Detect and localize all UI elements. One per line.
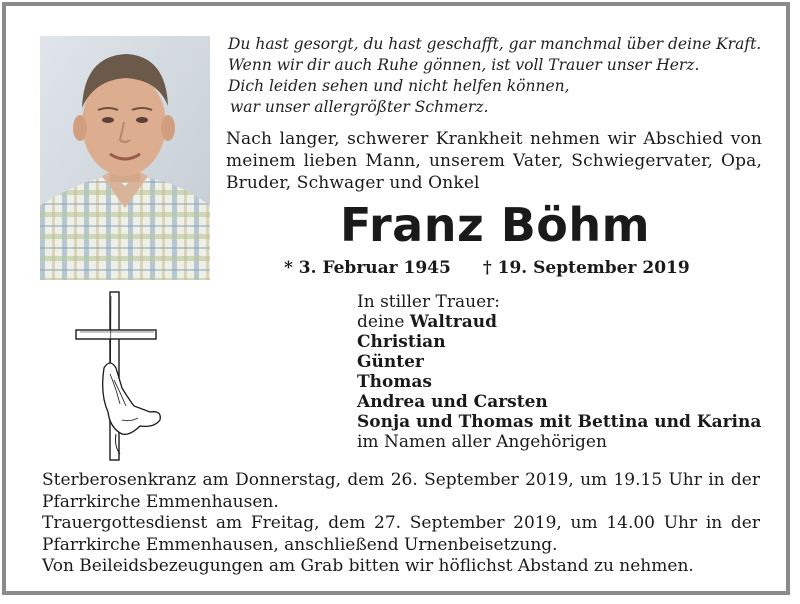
mourner-name: Sonja und Thomas mit Bettina und Karina: [357, 412, 762, 432]
mourners-heading: In stiller Trauer:: [357, 292, 500, 312]
intro-text: Nach langer, schwerer Krankheit nehmen wir Abschied von meinem lieben Mann, unserem Vater, Schwiegervater, Opa, Bruder, Schwager und Onkel: [226, 129, 762, 193]
mourner-name: Christian: [357, 332, 446, 352]
birth-date: * 3. Februar 1945: [284, 258, 451, 278]
mourner-spouse-line: [357, 312, 777, 332]
service-notes: [42, 470, 760, 578]
mourners-closing: im Namen aller Angehörigen: [357, 432, 607, 452]
portrait-photo: [40, 36, 210, 280]
rosary-note: Sterberosenkranz am Donnerstag, dem 26. September 2019, um 19.15 Uhr in der Pfarrkirche Emmenhausen.: [42, 470, 760, 512]
cross-with-hands-icon: [70, 288, 170, 464]
spouse-prefix: deine: [357, 312, 405, 332]
poem-line: Dich leiden sehen und nicht helfen können,: [228, 77, 570, 95]
poem-line: Du hast gesorgt, du hast geschafft, gar manchmal über deine Kraft.: [228, 35, 762, 53]
mourner-name: Thomas: [357, 372, 432, 392]
memorial-poem: [228, 34, 768, 118]
deceased-name: Franz Böhm: [340, 198, 651, 252]
poem-line: Wenn wir dir auch Ruhe gönnen, ist voll Trauer unser Herz.: [228, 56, 700, 74]
death-date: † 19. September 2019: [482, 258, 690, 278]
poem-line: war unser allergrößter Schmerz.: [230, 98, 489, 116]
mourner-name: Günter: [357, 352, 424, 372]
funeral-mass-note: Trauergottesdienst am Freitag, dem 27. September 2019, um 14.00 Uhr in der Pfarrkirche Emmenhausen, anschließend Urnenbeisetzung.: [42, 513, 760, 555]
mourner-name: Andrea und Carsten: [357, 392, 548, 412]
life-dates: [284, 258, 690, 278]
condolence-note: Von Beileidsbezeugungen am Grab bitten wir höflichst Abstand zu nehmen.: [42, 556, 694, 576]
mourners-list: [357, 292, 777, 452]
spouse-name: Waltraud: [409, 312, 497, 332]
